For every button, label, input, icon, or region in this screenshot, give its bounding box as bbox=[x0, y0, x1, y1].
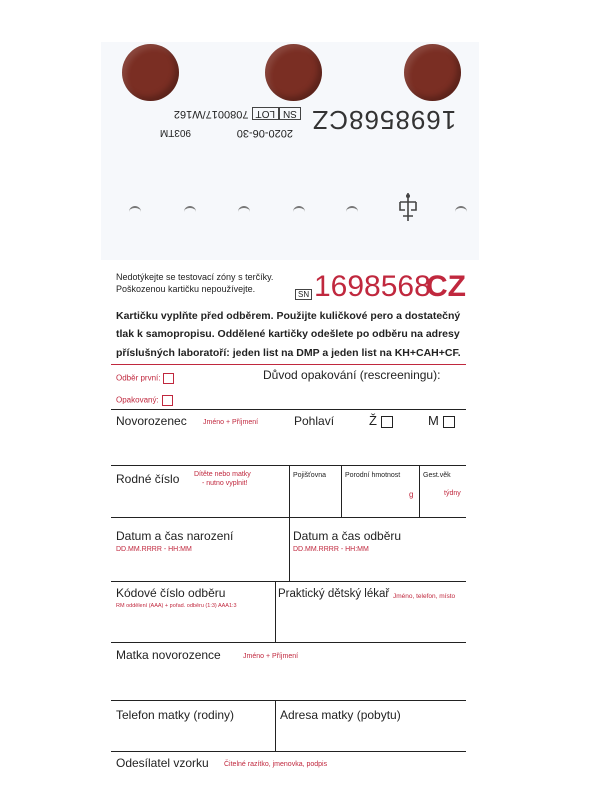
column-divider bbox=[341, 466, 342, 517]
gest-vek-label: Gest.věk bbox=[423, 472, 451, 479]
blood-spot-3 bbox=[404, 44, 461, 101]
pohlavi-label: Pohlaví bbox=[294, 414, 335, 428]
blood-spot-1 bbox=[122, 44, 179, 101]
stub-serial-row bbox=[279, 104, 469, 135]
divider bbox=[111, 642, 466, 643]
odber-prvni-checkbox[interactable] bbox=[163, 373, 174, 384]
notice-line-1: Nedotýkejte se testovací zóny s terčíky. bbox=[116, 272, 274, 282]
perforation-hole bbox=[293, 206, 305, 215]
odber-prvni-label: Odběr první: bbox=[116, 373, 161, 383]
lekar-label: Praktický dětský lékař bbox=[278, 588, 390, 600]
perforation-hole bbox=[129, 206, 141, 215]
porodni-hmotnost-label: Porodní hmotnost bbox=[345, 472, 401, 479]
notice-line-2: Poškozenou kartičku nepoužívejte. bbox=[116, 284, 256, 294]
stub-sn-label: SN bbox=[279, 107, 301, 120]
matka-hint: Jméno + Příjmení bbox=[243, 653, 299, 660]
stub-lot-label: LOT bbox=[252, 107, 279, 120]
sex-male-row bbox=[428, 413, 455, 428]
lekar-hint: Jméno, telefon, místo bbox=[393, 593, 456, 600]
divider bbox=[111, 409, 466, 410]
perforation-hole bbox=[455, 206, 467, 215]
rodne-cislo-label: Rodné číslo bbox=[116, 472, 180, 486]
stub-lot-value: 7080017/W162 bbox=[173, 108, 249, 120]
column-divider bbox=[289, 518, 290, 581]
notice-sn-label: SN bbox=[295, 289, 312, 300]
opakovany-checkbox[interactable] bbox=[162, 395, 173, 406]
stub-date: 2020-06-30 bbox=[236, 127, 293, 139]
rodne-hint-2: - nutno vyplnit! bbox=[202, 480, 248, 487]
serial-suffix: CZ bbox=[426, 270, 466, 303]
column-divider bbox=[289, 466, 290, 517]
datum-narozeni-hint: DD.MM.RRRR - HH:MM bbox=[116, 546, 192, 553]
odesilatel-hint: Čitelné razítko, jmenovka, podpis bbox=[224, 761, 328, 768]
instructions-line-1: Kartičku vyplňte před odběrem. Použijte kuličkové pero a dostatečný bbox=[116, 310, 461, 322]
opakovany-row bbox=[116, 395, 173, 406]
divider bbox=[111, 364, 466, 365]
datum-odberu-hint: DD.MM.RRRR - HH:MM bbox=[293, 546, 369, 553]
stub-code: 903TM bbox=[159, 127, 191, 138]
sex-female-checkbox[interactable] bbox=[381, 416, 393, 428]
odesilatel-label: Odesílatel vzorku bbox=[116, 756, 209, 770]
instructions-line-3: příslušných laboratoří: jeden list na DMP a jeden list na KH+CAH+CF. bbox=[116, 347, 461, 359]
serial-number: 1698568 bbox=[314, 270, 431, 303]
pojistovna-label: Pojišťovna bbox=[293, 472, 326, 479]
column-divider bbox=[275, 582, 276, 642]
adresa-label: Adresa matky (pobytu) bbox=[280, 708, 401, 722]
divider bbox=[111, 700, 466, 701]
novorozenec-hint: Jméno + Příjmení bbox=[203, 419, 259, 426]
rodne-hint-1: Dítěte nebo matky bbox=[194, 471, 251, 478]
stub-code-row bbox=[141, 127, 191, 138]
perforation-hole bbox=[184, 206, 196, 215]
stub-serial: 1698568CZ bbox=[311, 105, 457, 135]
duvod-label: Důvod opakování (rescreeningu): bbox=[263, 368, 441, 382]
telefon-label: Telefon matky (rodiny) bbox=[116, 708, 235, 722]
unit-tydny: týdny bbox=[444, 490, 461, 497]
odber-prvni-row bbox=[116, 373, 174, 384]
sex-female-row bbox=[369, 413, 393, 428]
column-divider bbox=[419, 466, 420, 517]
divider bbox=[111, 581, 466, 582]
datum-odberu-label: Datum a čas odběru bbox=[293, 529, 402, 543]
sex-male-checkbox[interactable] bbox=[443, 416, 455, 428]
perforation-hole bbox=[346, 206, 358, 215]
stub-date-row bbox=[213, 127, 293, 139]
unit-g: g bbox=[409, 490, 414, 499]
matka-label: Matka novorozence bbox=[116, 648, 221, 662]
novorozenec-label: Novorozenec bbox=[116, 414, 187, 428]
perforation-hole bbox=[238, 206, 250, 215]
column-divider bbox=[275, 701, 276, 751]
blood-spot-2 bbox=[265, 44, 322, 101]
screening-card bbox=[101, 0, 479, 800]
kodove-cislo-hint: RM oddělení (AAA) + pořad. odběru (1:3) AAA1:3 bbox=[116, 603, 237, 609]
kodove-cislo-label: Kódové číslo odběru bbox=[116, 586, 226, 600]
instructions-line-2: tlak k samopropisu. Oddělené kartičky odešlete po odběru na adresy bbox=[116, 328, 460, 340]
sex-male-label: M bbox=[428, 413, 439, 428]
sex-female-label: Ž bbox=[369, 413, 377, 428]
datum-narozeni-label: Datum a čas narození bbox=[116, 529, 234, 543]
divider bbox=[111, 751, 466, 752]
opakovany-label: Opakovaný: bbox=[116, 395, 159, 405]
tree-icon bbox=[391, 190, 425, 224]
stub-lot-row bbox=[129, 108, 279, 120]
